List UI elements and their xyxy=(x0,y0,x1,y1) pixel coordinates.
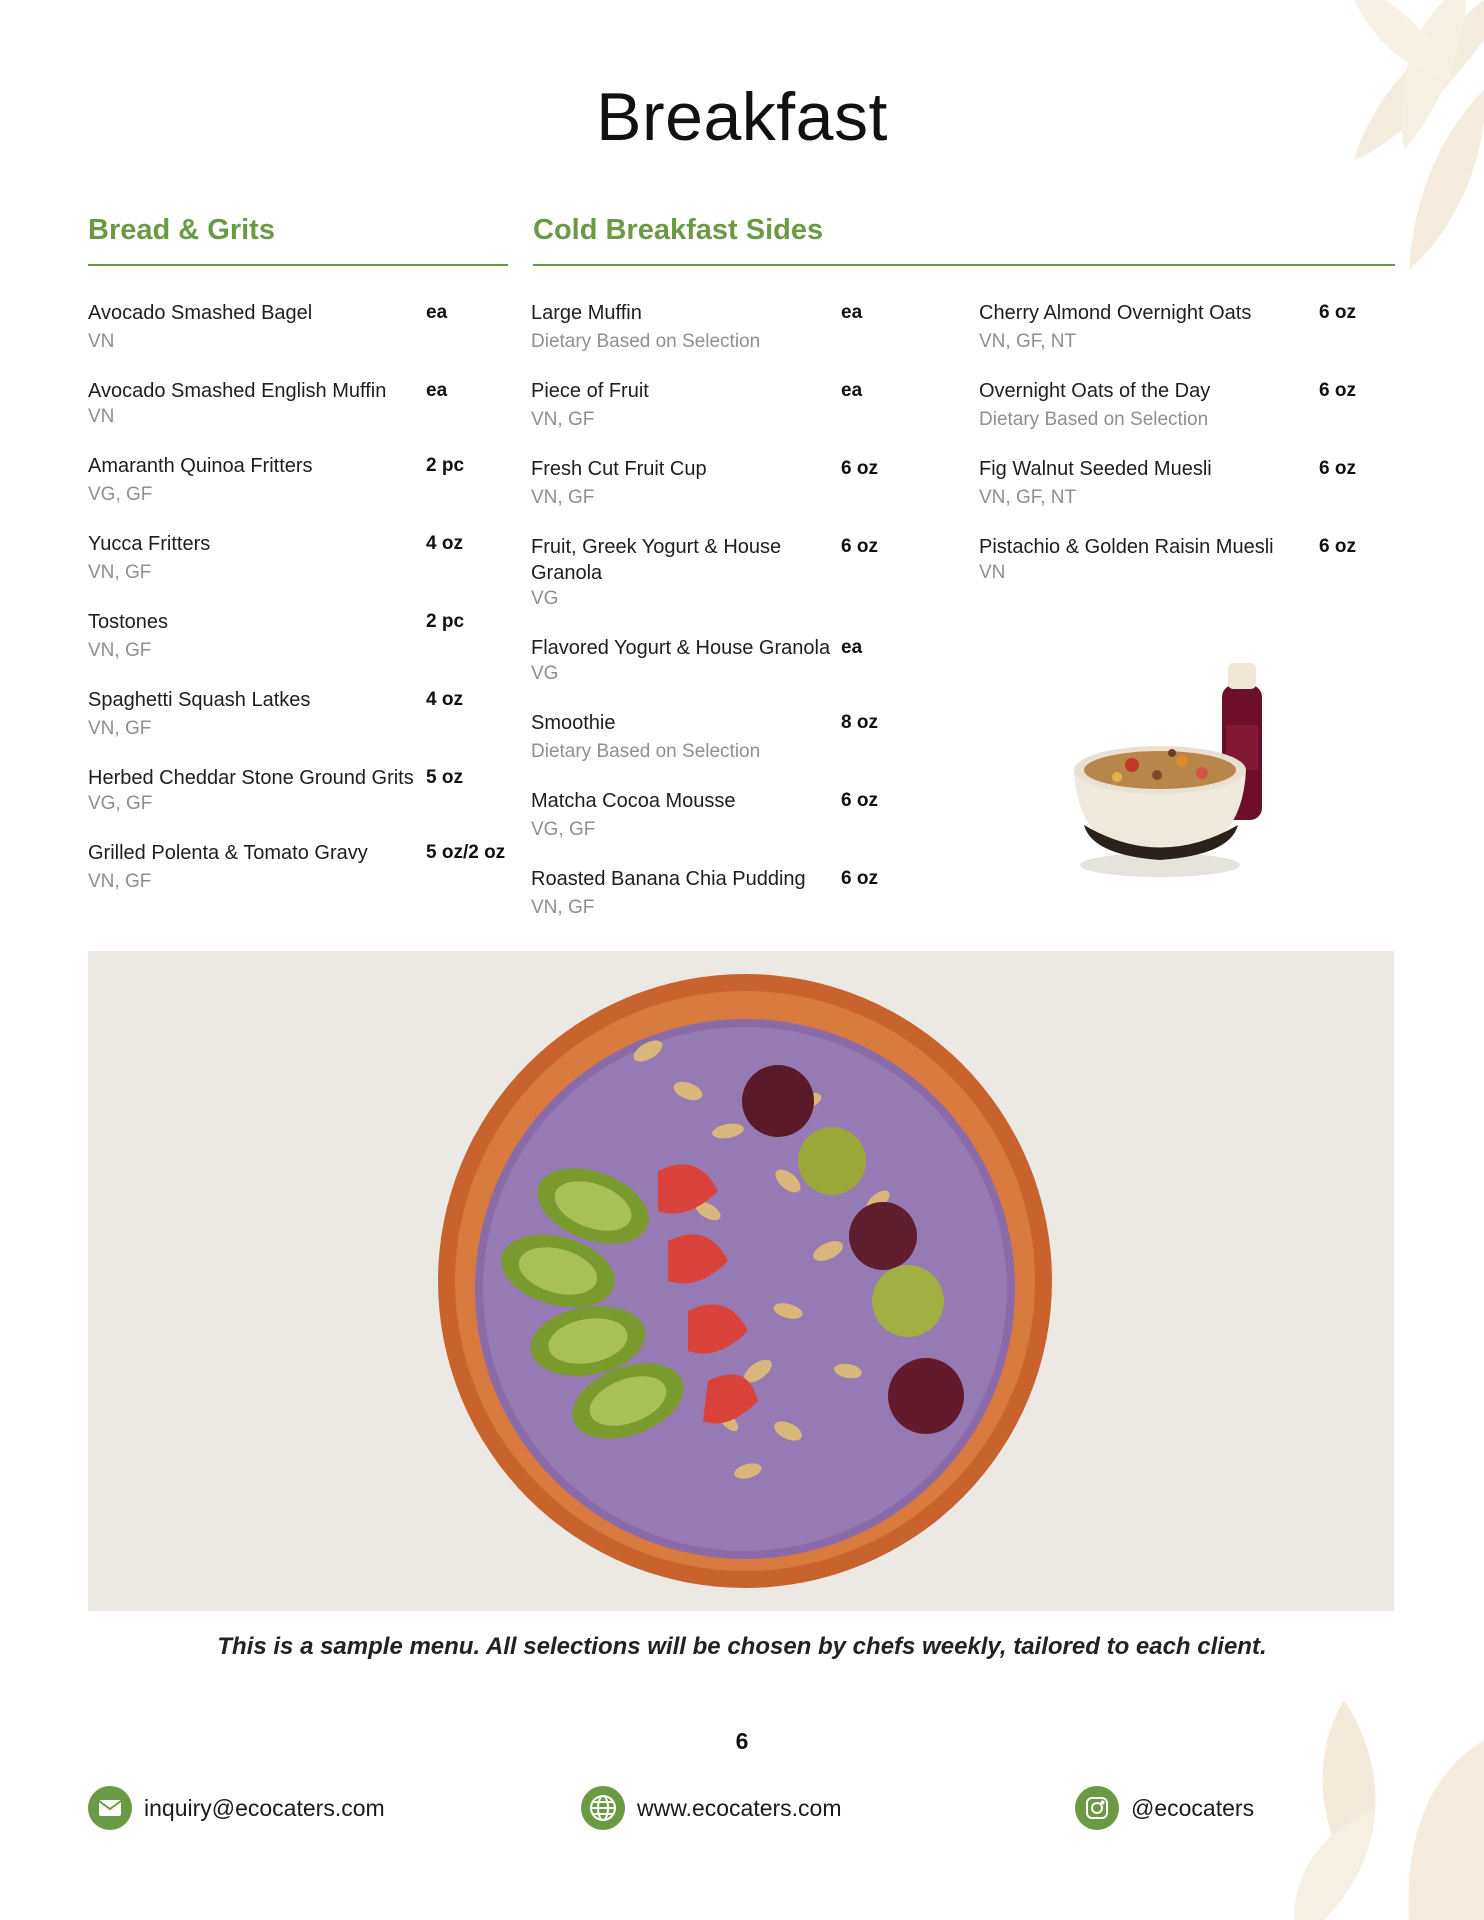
menu-item xyxy=(531,788,931,843)
menu-item xyxy=(88,840,508,895)
item-name: Amaranth Quinoa Fritters xyxy=(88,455,313,477)
item-tags: VN xyxy=(88,406,115,427)
item-tags: VN, GF xyxy=(88,640,152,661)
menu-column-bread-grits xyxy=(88,300,508,918)
contact-email[interactable] xyxy=(88,1786,385,1830)
item-tags: VG, GF xyxy=(88,793,153,814)
menu-item xyxy=(531,710,931,765)
item-size: 6 oz xyxy=(841,790,878,811)
item-tags: VN, GF xyxy=(531,409,595,430)
menu-column-cold-sides-left xyxy=(531,300,931,944)
email-link[interactable]: inquiry@ecocaters.com xyxy=(144,1794,385,1821)
item-tags: Dietary Based on Selection xyxy=(531,331,761,352)
item-name: Smoothie xyxy=(531,712,616,734)
menu-item xyxy=(531,866,931,921)
item-name: Yucca Fritters xyxy=(88,533,211,555)
item-size: ea xyxy=(426,302,448,323)
item-tags: VN xyxy=(979,562,1006,583)
item-size: 4 oz xyxy=(426,533,463,554)
section-rule-bread-grits xyxy=(88,264,508,266)
contact-website[interactable] xyxy=(581,1786,842,1830)
item-name: Pistachio & Golden Raisin Muesli xyxy=(979,536,1274,558)
item-name: Herbed Cheddar Stone Ground Grits xyxy=(88,767,414,789)
item-tags: VN, GF xyxy=(88,718,152,739)
item-name: Fresh Cut Fruit Cup xyxy=(531,458,707,480)
menu-item xyxy=(88,378,508,430)
website-link[interactable]: www.ecocaters.com xyxy=(637,1794,842,1821)
item-tags: VN, GF xyxy=(88,871,152,892)
menu-item xyxy=(531,456,931,511)
item-name: Tostones xyxy=(88,611,169,633)
item-name: Roasted Banana Chia Pudding xyxy=(531,868,806,890)
item-size: 8 oz xyxy=(841,712,878,733)
item-size: 6 oz xyxy=(1319,302,1356,323)
menu-item xyxy=(979,534,1359,586)
item-size: ea xyxy=(426,380,448,401)
menu-item xyxy=(88,453,508,508)
menu-item xyxy=(531,635,931,687)
envelope-icon xyxy=(88,1786,132,1830)
section-title-bread-grits: Bread & Grits xyxy=(88,214,275,246)
menu-item xyxy=(88,687,508,742)
section-rule-cold-sides xyxy=(533,264,1395,266)
item-tags: VN, GF xyxy=(88,562,152,583)
item-name: Grilled Polenta & Tomato Gravy xyxy=(88,842,368,864)
item-tags: VN, GF, NT xyxy=(979,331,1077,352)
item-tags: VG xyxy=(531,588,559,609)
item-name: Fig Walnut Seeded Muesli xyxy=(979,458,1212,480)
menu-item xyxy=(979,300,1359,355)
item-tags: VN, GF xyxy=(531,487,595,508)
item-name: Matcha Cocoa Mousse xyxy=(531,790,736,812)
item-size: 6 oz xyxy=(841,868,878,889)
item-size: 2 pc xyxy=(426,611,465,632)
sample-menu-note: This is a sample menu. All selections will be chosen by chefs weekly, tailored to each client. xyxy=(217,1633,1267,1660)
item-size: 4 oz xyxy=(426,689,463,710)
item-tags: VN, GF xyxy=(531,897,595,918)
social-handle-link[interactable]: @ecocaters xyxy=(1131,1794,1255,1821)
menu-item xyxy=(88,300,508,355)
contact-social[interactable] xyxy=(1075,1786,1254,1830)
item-size: 6 oz xyxy=(1319,380,1356,401)
item-name: Avocado Smashed Bagel xyxy=(88,302,313,324)
item-name: Cherry Almond Overnight Oats xyxy=(979,302,1252,324)
menu-item xyxy=(979,456,1359,511)
item-size: 2 pc xyxy=(426,455,465,476)
page-number: 6 xyxy=(735,1728,749,1754)
item-tags: VN, GF, NT xyxy=(979,487,1077,508)
menu-item xyxy=(531,300,931,355)
menu-item xyxy=(88,609,508,664)
menu-item xyxy=(531,534,931,612)
item-size: 5 oz/2 oz xyxy=(426,842,506,863)
item-name: Avocado Smashed English Muffin xyxy=(88,380,387,402)
item-size: 6 oz xyxy=(841,458,878,479)
item-name: Flavored Yogurt & House Granola xyxy=(531,637,831,659)
menu-item xyxy=(531,378,931,433)
granola-bowl-image xyxy=(1062,655,1282,890)
item-size: 6 oz xyxy=(1319,536,1356,557)
item-size: ea xyxy=(841,380,863,401)
smoothie-bowl-image xyxy=(88,951,1394,1611)
item-tags: VG xyxy=(531,663,559,684)
item-tags: VG, GF xyxy=(531,819,596,840)
item-name: Overnight Oats of the Day xyxy=(979,380,1211,402)
page-title: Breakfast xyxy=(596,79,888,155)
menu-item xyxy=(88,531,508,586)
item-size: 6 oz xyxy=(1319,458,1356,479)
item-tags: Dietary Based on Selection xyxy=(979,409,1209,430)
item-name: Spaghetti Squash Latkes xyxy=(88,689,311,711)
item-size: 6 oz xyxy=(841,536,878,557)
menu-item xyxy=(88,765,508,817)
menu-item xyxy=(979,378,1359,433)
instagram-icon xyxy=(1075,1786,1119,1830)
item-tags: VG, GF xyxy=(88,484,153,505)
globe-icon xyxy=(581,1786,625,1830)
item-name: Fruit, Greek Yogurt & House Granola xyxy=(531,536,782,584)
item-tags: VN xyxy=(88,331,115,352)
item-name: Large Muffin xyxy=(531,302,642,324)
section-title-cold-sides: Cold Breakfast Sides xyxy=(533,214,824,246)
menu-column-cold-sides-right xyxy=(979,300,1359,609)
item-name: Piece of Fruit xyxy=(531,380,649,402)
item-size: ea xyxy=(841,637,863,658)
item-size: ea xyxy=(841,302,863,323)
item-size: 5 oz xyxy=(426,767,463,788)
item-tags: Dietary Based on Selection xyxy=(531,741,761,762)
